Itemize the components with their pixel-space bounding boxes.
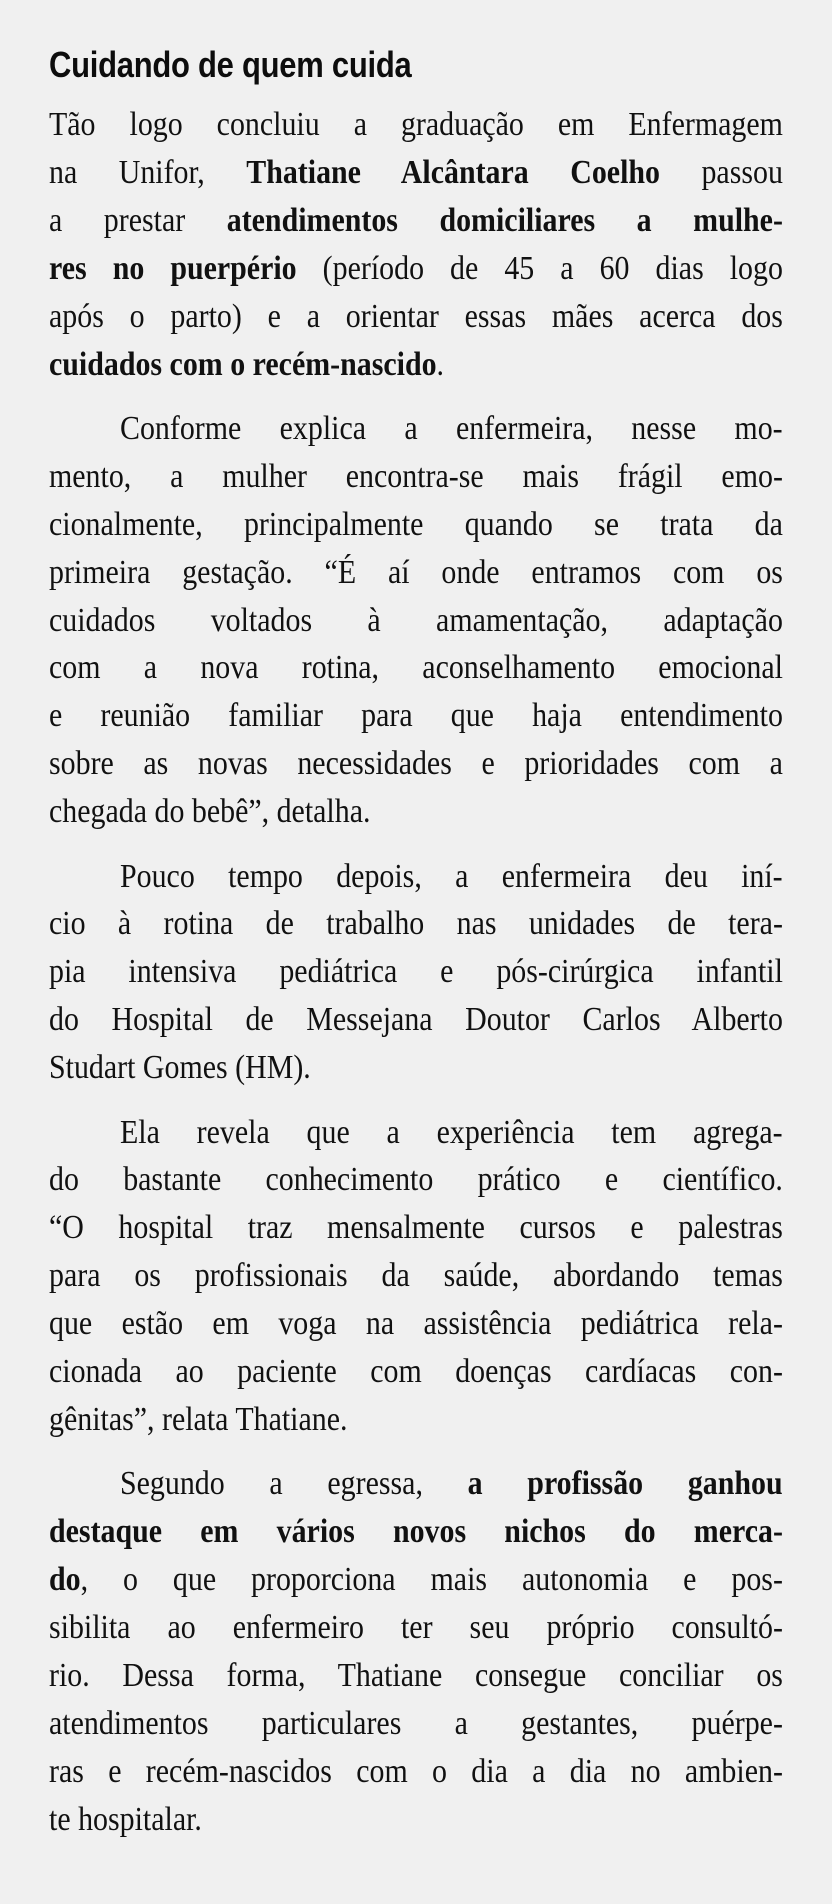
bold-text: atendimentos domiciliares a mulhe-	[226, 201, 783, 239]
text-line	[49, 900, 783, 948]
text-line	[49, 1556, 783, 1604]
text-line	[49, 1044, 783, 1092]
text-line	[49, 1604, 783, 1652]
text: rio. Dessa forma, Thatiane consegue conciliar os	[49, 1656, 783, 1694]
text-line	[49, 293, 783, 341]
text-line	[49, 501, 783, 549]
text-line	[49, 197, 783, 245]
text: Studart Gomes (HM).	[49, 1049, 311, 1087]
text: para os profissionais da saúde, abordando temas	[49, 1257, 783, 1295]
text: atendimentos particulares a gestantes, puérpe-	[49, 1704, 783, 1742]
text: .	[436, 345, 445, 383]
text-line	[49, 1348, 783, 1396]
text-line	[49, 149, 783, 197]
text-line	[49, 948, 783, 996]
text-line	[49, 788, 783, 836]
text: Tão logo concluiu a graduação em Enfermagem	[49, 106, 783, 143]
text: e reunião familiar para que haja entendimento	[49, 697, 783, 735]
text: pia intensiva pediátrica e pós-cirúrgica infantil	[49, 953, 783, 991]
text-line	[49, 1652, 783, 1700]
bold-text: destaque em vários novos nichos do merca-	[49, 1513, 783, 1551]
bold-text: a profissão ganhou	[467, 1465, 783, 1503]
text: Ela revela que a experiência tem agrega-	[120, 1113, 783, 1151]
text: ras e recém-nascidos com o dia a dia no ambien-	[49, 1752, 783, 1790]
text: que estão em voga na assistência pediátrica rela-	[49, 1305, 783, 1343]
text: Segundo a egressa,	[120, 1465, 468, 1503]
text: primeira gestação. “É aí onde entramos com os	[49, 553, 783, 591]
text: cuidados voltados à amamentação, adaptação	[49, 601, 783, 639]
text-line	[49, 1508, 783, 1556]
text: cionada ao paciente com doenças cardíacas con-	[49, 1353, 783, 1390]
text-line	[120, 1460, 783, 1508]
bold-text: do	[49, 1561, 81, 1599]
text-line	[49, 549, 783, 597]
text: após o parto) e a orientar essas mães acerca dos	[49, 297, 783, 335]
text: “O hospital traz mensalmente cursos e palestras	[49, 1209, 783, 1247]
text: Conforme explica a enfermeira, nesse mo-	[120, 409, 783, 447]
text-line	[49, 1252, 783, 1300]
text: sobre as novas necessidades e prioridades com a	[49, 745, 783, 783]
text-line	[49, 245, 783, 293]
text: te hospitalar.	[49, 1800, 202, 1838]
text-line	[49, 597, 783, 645]
text: gênitas”, relata Thatiane.	[49, 1400, 348, 1438]
text-line	[49, 453, 783, 501]
text: na Unifor,	[49, 153, 247, 191]
text: cio à rotina de trabalho nas unidades de tera-	[49, 905, 783, 943]
bold-text: res no puerpério	[49, 249, 297, 287]
text: mento, a mulher encontra-se mais frágil emo-	[49, 457, 783, 495]
text: com a nova rotina, aconselhamento emocional	[49, 649, 783, 687]
bold-text: Thatiane Alcântara Coelho	[246, 153, 660, 191]
text-line	[49, 1748, 783, 1796]
text: passou	[659, 153, 783, 191]
text-line	[49, 1396, 783, 1444]
text-line	[49, 1204, 783, 1252]
text-line	[49, 1156, 783, 1204]
text-line	[49, 692, 783, 740]
text-line	[120, 405, 783, 453]
text: sibilita ao enfermeiro ter seu próprio consultó-	[49, 1609, 783, 1646]
text-line	[49, 101, 783, 149]
text-line	[120, 853, 783, 901]
text: , o que proporciona mais autonomia e pos-	[80, 1561, 783, 1599]
text: do Hospital de Messejana Doutor Carlos Alberto	[49, 1001, 783, 1039]
text-line	[49, 1700, 783, 1748]
text-line	[49, 644, 783, 692]
text: chegada do bebê”, detalha.	[49, 793, 371, 831]
text-line	[49, 996, 783, 1044]
article-title: Cuidando de quem cuida	[49, 44, 412, 85]
text: cionalmente, principalmente quando se trata da	[49, 505, 783, 543]
text-line	[49, 341, 783, 389]
text-line	[49, 1796, 783, 1844]
text-line	[49, 1300, 783, 1348]
text: a prestar	[49, 201, 227, 239]
text: Pouco tempo depois, a enfermeira deu iní-	[120, 857, 783, 895]
text-line	[49, 740, 783, 788]
bold-text: cuidados com o recém-nascido	[49, 345, 437, 383]
text-line	[120, 1109, 783, 1157]
text: do bastante conhecimento prático e científico.	[49, 1161, 783, 1199]
text: (período de 45 a 60 dias logo	[296, 249, 783, 287]
